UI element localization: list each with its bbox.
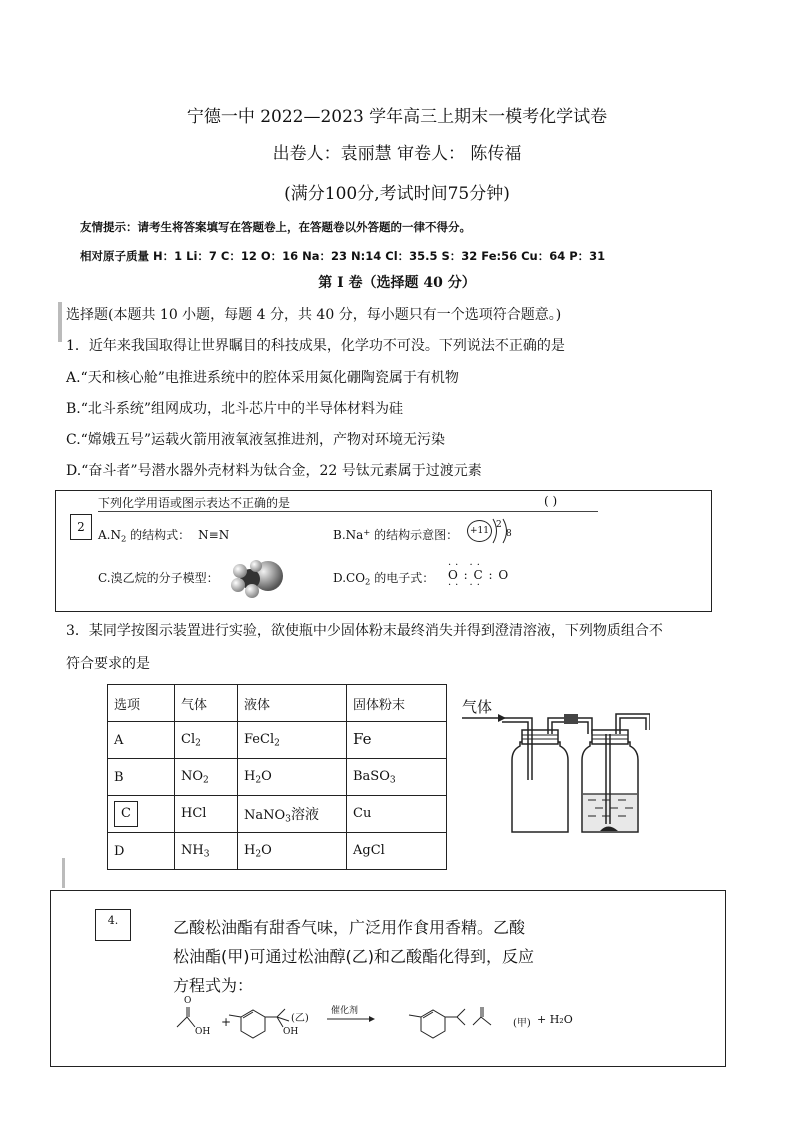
exam-title: 宁德一中 2022—2023 学年高三上期末一模考化学试卷: [186, 107, 608, 127]
eq-acid-o: O: [184, 996, 192, 1006]
row-b-option: B: [108, 759, 175, 796]
row-b-solid: BaSO$_3$: [347, 759, 447, 796]
exam-score-time: (满分100分,考试时间75分钟): [284, 184, 510, 204]
section-intro: 选择题(本题共 10 小题，每题 4 分，共 40 分，每小题只有一个选项符合题意。): [66, 307, 562, 323]
q2-option-b: B.Na+ 的结构示意图：: [333, 526, 459, 542]
q2-option-d: $D.CO_2$ 的电子式：: [333, 571, 435, 587]
atomic-masses: 相对原子质量 H：1 Li：7 C：12 O：16 Na：23 N:14 Cl：35.5 S：32 Fe:56 Cu：64 P：31: [80, 249, 606, 263]
row-d-option: D: [108, 833, 175, 870]
co2-lone-pairs-top: ·· ··: [448, 560, 484, 571]
q2-box: [55, 490, 712, 612]
header-option: 选项: [108, 685, 175, 722]
scan-margin-mark-2: [62, 858, 65, 888]
exam-authors: 出卷人：袁丽慧 审卷人： 陈传福: [272, 144, 522, 164]
na-ion-nucleus: +11: [467, 520, 492, 542]
q4-line3: 方程式为：: [173, 976, 254, 995]
q1-stem: 1．近年来我国取得让世界瞩目的科技成果，化学功不可没。下列说法不正确的是: [66, 338, 565, 354]
bromoethane-model-icon: [228, 557, 288, 599]
eq-acid-oh: OH: [195, 1027, 211, 1037]
q3-options-table: [107, 684, 447, 870]
q2-answer-bracket: ( ): [544, 494, 558, 508]
na-ion-shell-1: 2: [496, 520, 502, 530]
q4-line1: 乙酸松油酯有甜香气味，广泛用作食用香精。乙酸: [173, 918, 526, 937]
eq-catalyst: 催化剂: [331, 1006, 359, 1016]
header-liquid: 液体: [238, 685, 347, 722]
q2-stem: 下列化学用语或图示表达不正确的是: [98, 494, 598, 512]
na-ion-shells-icon: [490, 516, 520, 546]
row-a-option: A: [108, 722, 175, 759]
eq-plus: +: [221, 1015, 232, 1029]
eq-water: + H₂O: [537, 1013, 573, 1026]
eq-alcohol-oh: OH: [283, 1027, 299, 1037]
row-a-gas: $Cl_2$: [175, 722, 238, 759]
q4-line2: 松油酯(甲)可通过松油醇(乙)和乙酸酯化得到，反应: [173, 947, 534, 966]
eq-yi-label: (乙): [291, 1013, 309, 1024]
q3-stem-line1: 3．某同学按图示装置进行实验，欲使瓶中少固体粉末最终消失并得到澄清溶液，下列物质组合不: [66, 623, 663, 639]
q1-option-c: C.“嫦娥五号”运载火箭用液氧液氢推进剂，产物对环境无污染: [66, 432, 445, 448]
table-row: [108, 722, 447, 759]
row-c-solid: Cu: [347, 796, 447, 833]
table-row: [108, 759, 447, 796]
row-b-liquid: $H_2O$: [238, 759, 347, 796]
header-gas: 气体: [175, 685, 238, 722]
table-header-row: [108, 685, 447, 722]
row-c-option: C: [108, 796, 175, 833]
q4-number-box: 4.: [95, 909, 131, 941]
q1-option-d: D.“奋斗者”号潜水器外壳材料为钛合金，22 号钛元素属于过渡元素: [66, 463, 482, 479]
co2-electron-formula: O : C : O: [448, 568, 510, 582]
q1-option-a: A.“天和核心舱”电推进系统中的腔体采用氮化硼陶瓷属于有机物: [66, 370, 459, 386]
gas-washing-bottles-icon: [460, 700, 650, 840]
row-d-solid: AgCl: [347, 833, 447, 870]
exam-hint: 友情提示：请考生将答案填写在答题卷上，在答题卷以外答题的一律不得分。: [80, 220, 471, 234]
row-a-solid: Fe: [347, 722, 447, 759]
row-d-liquid: $H_2O$: [238, 833, 347, 870]
row-b-gas: $NO_2$: [175, 759, 238, 796]
table-row: [108, 796, 447, 833]
row-d-gas: $NH_3$: [175, 833, 238, 870]
header-solid: 固体粉末: [347, 685, 447, 722]
q1-option-b: B.“北斗系统”组网成功，北斗芯片中的半导体材料为硅: [66, 401, 404, 417]
row-c-gas: HCl: [175, 796, 238, 833]
row-c-liquid: NaNO$_3$溶液: [238, 796, 347, 833]
co2-lone-pairs-bottom: ·· ··: [448, 580, 484, 591]
na-ion-shell-2: 8: [506, 529, 512, 539]
q3-stem-line2: 符合要求的是: [66, 656, 150, 672]
eq-jia-label: (甲): [513, 1018, 531, 1029]
section-title: 第 I 卷（选择题 40 分）: [318, 275, 476, 291]
scan-margin-mark: [58, 302, 62, 342]
row-a-liquid: FeCl$_2$: [238, 722, 347, 759]
table-row: [108, 833, 447, 870]
q2-option-c: C.溴乙烷的分子模型：: [98, 571, 219, 585]
q2-number-box: 2: [70, 514, 92, 540]
q2-option-a: $A.N_2$ 的结构式： N≡N: [98, 528, 230, 544]
apparatus-gas-label: 气体: [462, 698, 493, 716]
q4-box: [50, 890, 726, 1067]
